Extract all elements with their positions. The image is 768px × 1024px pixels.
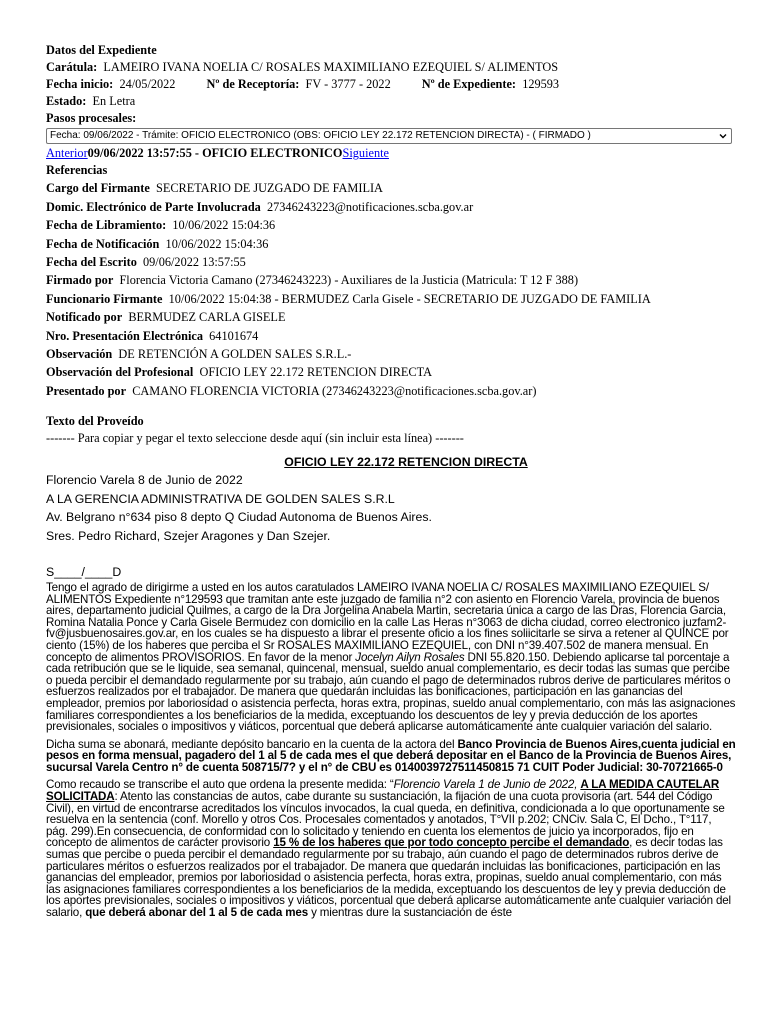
tramite-nav bbox=[46, 145, 736, 161]
oficio-body bbox=[46, 582, 736, 919]
receptoria-value: FV - 3777 - 2022 bbox=[305, 77, 391, 91]
expediente-value: 129593 bbox=[522, 77, 560, 91]
oficio-paragraph: Como recaudo se transcribe el auto que ordena la presente medida: “Florencio Varela 1 de Junio de 2022, A LA MEDIDA CAUTELAR SOLICITADA: Atento las constancias de autos, cabe durante su sustanciación, la fijación de una cuota provisoria (art. 544 del Código Civil), en virtud de encontrarse acreditados los vínculos invocados, la cual queda, en definitiva, condicionada a lo que oportunamente se resuelva en la sentencia (conf. Morello y otros Cos. Procesales comentados y anotados, T°VII p.202; CNCiv. Sala C, El Dcho., T°117, pág. 299).En consecuencia, de conformidad con lo solicitado y teniendo en cuenta los elementos de juicio ya incorporados, fijo en concepto de alimentos de carácter provisorio 15 % de los haberes que por todo concepto percibe el demandado, es decir todas las sumas que percibe o pueda percibir el demandado regularmente por su trabajo, aún cuando el pago de determinados rubros derive de particulares méritos o esfuerzos realizados por el trabajador. De manera que quedarán incluidas las bonificaciones, participación en las ganancias del empleador, premios por laboriosidad o asistencia perfecta, horas extra, propinas, sueldo anual complementario, con más las asignaciones familiares correspondientes a los beneficiarios de la medida, exceptuando los descuentos de ley y previa deducción de los aportes previsionales, sociales o impositivos y viáticos, porcentual que deberá aplicarse automáticamente ante cualquier variación del salario, que deberá abonar del 1 al 5 de cada mes y mientras dure la sustanciación de éste bbox=[46, 778, 731, 919]
pasos-row bbox=[46, 110, 736, 127]
oficio-line: Sres. Pedro Richard, Szejer Aragones y Dan Szejer. bbox=[46, 528, 331, 543]
ref-row: Fecha del Escrito 09/06/2022 13:57:55 bbox=[46, 254, 246, 269]
ref-row: Presentado por CAMANO FLORENCIA VICTORIA (27346243223@notificaciones.scba.gov.ar) bbox=[46, 383, 537, 398]
siguiente-link[interactable]: Siguiente bbox=[342, 146, 389, 160]
referencias-title: Referencias bbox=[46, 163, 108, 177]
oficio-paragraph: Dicha suma se abonará, mediante depósito bancario en la cuenta de la actora del Banco Provincia de Buenos Aires,cuenta judicial en pesos en forma mensual, pagadero del 1 al 5 de cada mes el que deberá depositar en el Banco de la Provincia de Buenos Aires, sucursal Varela Centro n° de cuenta 508715/7? y el n° de CBU es 0140039727511450815 71 CUIT Poder Judicial: 30-70721665-0 bbox=[46, 737, 736, 774]
ref-row: Observación DE RETENCIÓN A GOLDEN SALES S.R.L.- bbox=[46, 346, 352, 361]
anterior-link[interactable]: Anterior bbox=[46, 146, 88, 160]
pasos-label: Pasos procesales: bbox=[46, 111, 137, 125]
proveido-title: Texto del Proveído bbox=[46, 414, 144, 429]
oficio-line: A LA GERENCIA ADMINISTRATIVA DE GOLDEN SALES S.R.L bbox=[46, 491, 395, 506]
ref-row: Funcionario Firmante 10/06/2022 15:04:38 - BERMUDEZ Carla Gisele - SECRETARIO DE JUZGADO DE FAMILIA bbox=[46, 291, 651, 306]
ref-row: Fecha de Notificación 10/06/2022 15:04:36 bbox=[46, 236, 269, 251]
ref-row: Observación del Profesional OFICIO LEY 22.172 RETENCION DIRECTA bbox=[46, 365, 433, 380]
estado-row bbox=[46, 93, 736, 110]
caratula-label: Carátula: bbox=[46, 60, 98, 74]
fecha-inicio-value: 24/05/2022 bbox=[119, 77, 176, 91]
fecha-inicio-label: Fecha inicio: bbox=[46, 77, 114, 91]
expediente-page bbox=[46, 42, 736, 919]
ref-row: Cargo del Firmante SECRETARIO DE JUZGADO DE FAMILIA bbox=[46, 181, 383, 196]
receptoria-label: Nº de Receptoría: bbox=[206, 77, 300, 91]
ref-row: Fecha de Libramiento: 10/06/2022 15:04:36 bbox=[46, 218, 276, 233]
meta-row bbox=[46, 76, 736, 93]
ref-row: Notificado por BERMUDEZ CARLA GISELE bbox=[46, 310, 286, 325]
chevron-down-icon bbox=[719, 132, 727, 140]
pasos-selected-value: Fecha: 09/06/2022 - Trámite: OFICIO ELECTRONICO (OBS: OFICIO LEY 22.172 RETENCION DIRECTA) - ( FIRMADO ) bbox=[50, 130, 591, 141]
ref-row: Domic. Electrónico de Parte Involucrada 27346243223@notificaciones.scba.gov.ar bbox=[46, 199, 474, 214]
estado-value: En Letra bbox=[92, 94, 136, 108]
estado-label: Estado: bbox=[46, 94, 87, 108]
oficio-sd: S____/____D bbox=[46, 565, 122, 580]
ref-row: Firmado por Florencia Victoria Camano (27346243223) - Auxiliares de la Justicia (Matricula: T 12 F 388) bbox=[46, 273, 579, 288]
current-tramite: 09/06/2022 13:57:55 - OFICIO ELECTRONICO bbox=[87, 146, 343, 160]
oficio-header bbox=[46, 471, 736, 582]
caratula-value: LAMEIRO IVANA NOELIA C/ ROSALES MAXIMILIANO EZEQUIEL S/ ALIMENTOS bbox=[103, 60, 559, 74]
ref-row: Nro. Presentación Electrónica 64101674 bbox=[46, 328, 259, 343]
referencias-list bbox=[46, 179, 736, 400]
caratula-row bbox=[46, 59, 736, 76]
expediente-label: Nº de Expediente: bbox=[421, 77, 517, 91]
oficio-line: Av. Belgrano n°634 piso 8 depto Q Ciudad Autonoma de Buenos Aires. bbox=[46, 510, 432, 525]
section-title: Datos del Expediente bbox=[46, 43, 157, 57]
oficio-title: OFICIO LEY 22.172 RETENCION DIRECTA bbox=[284, 455, 528, 470]
oficio-paragraph: Tengo el agrado de dirigirme a usted en los autos caratulados LAMEIRO IVANA NOELIA C/ ROSALES MAXIMILIANO EZEQUIEL S/ ALIMENTOS Expediente n°129593 que tramitan ante este juzgado de familia n°2 con asiento en Florencio Varela, provincia de buenos aires, departamento judicial Quilmes, a cargo de la Dra Jorgelina Anabela Martin, secretaria única a cargo de las Dras, Florencia Garcia, Romina Natalia Ponce y Carla Gisele Bermudez con domicilio en la calle Las Heras n°3063 de dicha ciudad, correo electronico juzfam2-fv@jusbuenosaires.gov.ar, en los cuales se ha dispuesto a librar el presente oficio a los fines soliicitarle se sirva a retener al QUINCE por ciento (15%) de los haberes que perciba el Sr ROSALES MAXIMILIANO EZEQUIEL, con DNI n°39.407.502 de manera mensual. En concepto de alimentos PROVISORIOS. En favor de la menor Jocelyn Ailyn Rosales DNI 55.820.150. Debiendo aplicarse tal porcentaje a cada retribución que se le liquide, sea semanal, quincenal, mensual, sueldo anual complementario, es decir todas las sumas que percibe o pueda percibir el demandado regularmente por su trabajo, aún cuando el pago de determinados rubros derive de particulares méritos o esfuerzos realizados por el trabajador. De manera que quedarán incluidas las bonificaciones, participación en las ganancias del empleador, premios por laboriosidad o asistencia perfecta, horas extra, propinas, sueldo anual complementario, con más las asignaciones familiares correspondientes a los beneficiarios de la medida, exceptuando los descuentos de ley y previa deducción de los aportes previsionales, sociales o impositivos y viáticos, porcentual que deberá aplicarse automáticamente ante cualquier variación del salario. bbox=[46, 580, 736, 734]
pasos-select[interactable] bbox=[46, 128, 732, 144]
copy-hint: ------- Para copiar y pegar el texto seleccione desde aquí (sin incluir esta línea) ------- bbox=[46, 431, 464, 446]
oficio-line: Florencio Varela 8 de Junio de 2022 bbox=[46, 473, 243, 488]
